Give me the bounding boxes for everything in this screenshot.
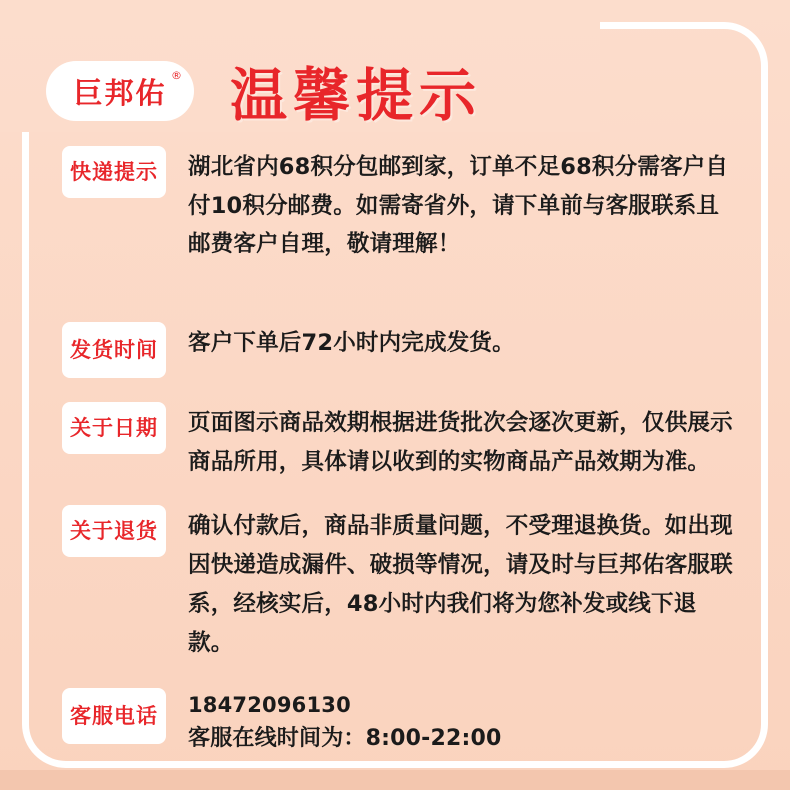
notice-text-express: 湖北省内68积分包邮到家，订单不足68积分需客户自付10积分邮费。如需寄省外，请下单前与客服联系且邮费客户自理，敬请理解！ bbox=[188, 154, 729, 258]
notice-text-expiry-date: 页面图示商品效期根据进货批次会逐次更新，仅供展示商品所用，具体请以收到的实物商品产品效期为准。 bbox=[188, 410, 733, 475]
brand-logo-text: 巨邦佑 bbox=[73, 75, 167, 110]
poster-header bbox=[46, 46, 746, 136]
notice-tag-service-phone: 客服电话 bbox=[62, 688, 166, 744]
notice-item-shipping-time bbox=[62, 322, 734, 378]
notice-tag-shipping-time: 发货时间 bbox=[62, 322, 166, 378]
page-title: 温馨提示 bbox=[230, 63, 482, 129]
notice-item-service-phone bbox=[62, 688, 734, 755]
notice-tag-express: 快递提示 bbox=[62, 146, 166, 198]
notice-text-returns: 确认付款后，商品非质量问题，不受理退换货。如出现因快递造成漏件、破损等情况，请及时与巨邦佑客服联系，经核实后，48小时内我们将为您补发或线下退款。 bbox=[188, 513, 733, 656]
notice-tag-returns: 关于退货 bbox=[62, 505, 166, 557]
notice-tag-expiry-date: 关于日期 bbox=[62, 402, 166, 454]
brand-logo bbox=[46, 61, 194, 121]
bottom-strip bbox=[0, 770, 790, 790]
service-hours: 客服在线时间为：8:00-22:00 bbox=[188, 725, 502, 751]
service-phone-number[interactable]: 18472096130 bbox=[188, 693, 351, 718]
registered-trademark-icon: ® bbox=[171, 69, 182, 82]
notice-item-expiry-date bbox=[62, 402, 734, 481]
service-contact-block bbox=[188, 688, 501, 755]
notice-text-shipping-time: 客户下单后72小时内完成发货。 bbox=[188, 330, 515, 357]
notice-item-express bbox=[62, 146, 734, 264]
notice-item-returns bbox=[62, 505, 734, 662]
notice-list bbox=[62, 146, 734, 777]
